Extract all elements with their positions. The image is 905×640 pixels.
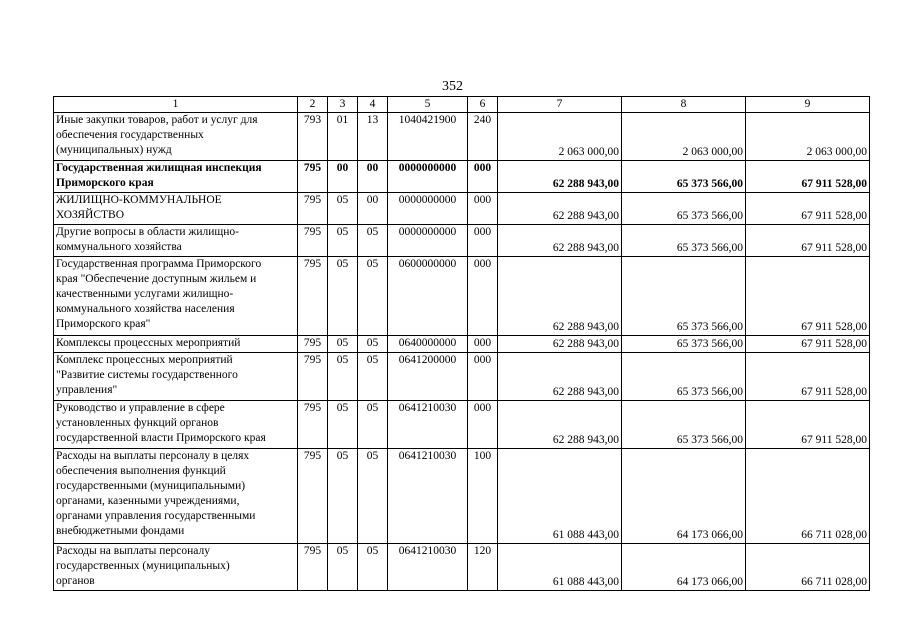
amount-2025: 67 911 528,00 bbox=[746, 225, 870, 257]
target-article-code: 0641200000 bbox=[388, 353, 468, 401]
amount-2023: 62 288 943,00 bbox=[498, 225, 622, 257]
target-article-code: 0600000000 bbox=[388, 257, 468, 336]
target-article-code: 0641210030 bbox=[388, 449, 468, 544]
amount-2025: 67 911 528,00 bbox=[746, 336, 870, 353]
row-description: Руководство и управление в сфере установленных функций органов государственной власти Приморского края bbox=[54, 401, 298, 449]
table-row bbox=[54, 225, 870, 257]
target-article-code: 0000000000 bbox=[388, 225, 468, 257]
expense-type-code: 120 bbox=[468, 544, 498, 591]
table-row bbox=[54, 161, 870, 193]
header-row bbox=[54, 97, 870, 113]
amount-2023: 61 088 443,00 bbox=[498, 449, 622, 544]
header-cell-5: 5 bbox=[388, 97, 468, 113]
amount-2024: 65 373 566,00 bbox=[622, 257, 746, 336]
ministry-code: 793 bbox=[298, 113, 328, 161]
ministry-code: 795 bbox=[298, 336, 328, 353]
subsection-code: 00 bbox=[358, 161, 388, 193]
header-cell-1: 1 bbox=[54, 97, 298, 113]
table-row bbox=[54, 336, 870, 353]
section-code: 01 bbox=[328, 113, 358, 161]
expense-type-code: 000 bbox=[468, 336, 498, 353]
ministry-code: 795 bbox=[298, 193, 328, 225]
subsection-code: 05 bbox=[358, 401, 388, 449]
section-code: 05 bbox=[328, 449, 358, 544]
amount-2024: 65 373 566,00 bbox=[622, 225, 746, 257]
amount-2024: 64 173 066,00 bbox=[622, 544, 746, 591]
section-code: 00 bbox=[328, 161, 358, 193]
target-article-code: 0641210030 bbox=[388, 544, 468, 591]
section-code: 05 bbox=[328, 336, 358, 353]
amount-2024: 65 373 566,00 bbox=[622, 193, 746, 225]
target-article-code: 1040421900 bbox=[388, 113, 468, 161]
amount-2023: 2 063 000,00 bbox=[498, 113, 622, 161]
header-cell-2: 2 bbox=[298, 97, 328, 113]
amount-2023: 62 288 943,00 bbox=[498, 336, 622, 353]
expense-type-code: 240 bbox=[468, 113, 498, 161]
table-row bbox=[54, 544, 870, 591]
table-row bbox=[54, 449, 870, 544]
ministry-code: 795 bbox=[298, 449, 328, 544]
page-number: 352 bbox=[442, 79, 463, 94]
table-row bbox=[54, 353, 870, 401]
section-code: 05 bbox=[328, 353, 358, 401]
table-row bbox=[54, 113, 870, 161]
header-cell-4: 4 bbox=[358, 97, 388, 113]
target-article-code: 0000000000 bbox=[388, 161, 468, 193]
target-article-code: 0640000000 bbox=[388, 336, 468, 353]
subsection-code: 13 bbox=[358, 113, 388, 161]
ministry-code: 795 bbox=[298, 161, 328, 193]
header-cell-6: 6 bbox=[468, 97, 498, 113]
amount-2025: 2 063 000,00 bbox=[746, 113, 870, 161]
expense-type-code: 100 bbox=[468, 449, 498, 544]
subsection-code: 05 bbox=[358, 353, 388, 401]
budget-table bbox=[53, 96, 870, 591]
amount-2025: 66 711 028,00 bbox=[746, 544, 870, 591]
header-cell-7: 7 bbox=[498, 97, 622, 113]
section-code: 05 bbox=[328, 193, 358, 225]
row-description: Расходы на выплаты персоналу в целях обеспечения выполнения функций государственными (муниципальными) органами, казенными учреждениями, органами управления государственными внебюджетными фондами bbox=[54, 449, 298, 544]
expense-type-code: 000 bbox=[468, 161, 498, 193]
row-description: ЖИЛИЩНО-КОММУНАЛЬНОЕ ХОЗЯЙСТВО bbox=[54, 193, 298, 225]
ministry-code: 795 bbox=[298, 544, 328, 591]
ministry-code: 795 bbox=[298, 353, 328, 401]
section-code: 05 bbox=[328, 225, 358, 257]
amount-2023: 61 088 443,00 bbox=[498, 544, 622, 591]
section-code: 05 bbox=[328, 401, 358, 449]
amount-2023: 62 288 943,00 bbox=[498, 161, 622, 193]
amount-2024: 2 063 000,00 bbox=[622, 113, 746, 161]
header-cell-9: 9 bbox=[746, 97, 870, 113]
table-body bbox=[54, 113, 870, 591]
ministry-code: 795 bbox=[298, 225, 328, 257]
subsection-code: 05 bbox=[358, 336, 388, 353]
amount-2025: 67 911 528,00 bbox=[746, 401, 870, 449]
amount-2025: 67 911 528,00 bbox=[746, 257, 870, 336]
expense-type-code: 000 bbox=[468, 353, 498, 401]
target-article-code: 0641210030 bbox=[388, 401, 468, 449]
section-code: 05 bbox=[328, 544, 358, 591]
expense-type-code: 000 bbox=[468, 401, 498, 449]
subsection-code: 00 bbox=[358, 193, 388, 225]
row-description: Комплексы процессных мероприятий bbox=[54, 336, 298, 353]
amount-2025: 67 911 528,00 bbox=[746, 193, 870, 225]
amount-2024: 65 373 566,00 bbox=[622, 161, 746, 193]
expense-type-code: 000 bbox=[468, 225, 498, 257]
amount-2024: 64 173 066,00 bbox=[622, 449, 746, 544]
row-description: Комплекс процессных мероприятий "Развитие системы государственного управления" bbox=[54, 353, 298, 401]
amount-2025: 67 911 528,00 bbox=[746, 161, 870, 193]
amount-2024: 65 373 566,00 bbox=[622, 401, 746, 449]
subsection-code: 05 bbox=[358, 544, 388, 591]
row-description: Иные закупки товаров, работ и услуг для обеспечения государственных (муниципальных) нужд bbox=[54, 113, 298, 161]
ministry-code: 795 bbox=[298, 401, 328, 449]
table-row bbox=[54, 193, 870, 225]
ministry-code: 795 bbox=[298, 257, 328, 336]
amount-2024: 65 373 566,00 bbox=[622, 353, 746, 401]
amount-2023: 62 288 943,00 bbox=[498, 353, 622, 401]
table-row bbox=[54, 257, 870, 336]
expense-type-code: 000 bbox=[468, 193, 498, 225]
table-row bbox=[54, 401, 870, 449]
section-code: 05 bbox=[328, 257, 358, 336]
header-cell-3: 3 bbox=[328, 97, 358, 113]
row-description: Государственная жилищная инспекция Приморского края bbox=[54, 161, 298, 193]
amount-2025: 66 711 028,00 bbox=[746, 449, 870, 544]
header-cell-8: 8 bbox=[622, 97, 746, 113]
expense-type-code: 000 bbox=[468, 257, 498, 336]
subsection-code: 05 bbox=[358, 225, 388, 257]
amount-2023: 62 288 943,00 bbox=[498, 193, 622, 225]
row-description: Расходы на выплаты персоналу государственных (муниципальных) органов bbox=[54, 544, 298, 591]
amount-2023: 62 288 943,00 bbox=[498, 257, 622, 336]
subsection-code: 05 bbox=[358, 257, 388, 336]
row-description: Другие вопросы в области жилищно- коммунального хозяйства bbox=[54, 225, 298, 257]
subsection-code: 05 bbox=[358, 449, 388, 544]
amount-2023: 62 288 943,00 bbox=[498, 401, 622, 449]
target-article-code: 0000000000 bbox=[388, 193, 468, 225]
amount-2025: 67 911 528,00 bbox=[746, 353, 870, 401]
row-description: Государственная программа Приморского края "Обеспечение доступным жильем и качественными услугами жилищно- коммунального хозяйства населения Приморского края" bbox=[54, 257, 298, 336]
amount-2024: 65 373 566,00 bbox=[622, 336, 746, 353]
